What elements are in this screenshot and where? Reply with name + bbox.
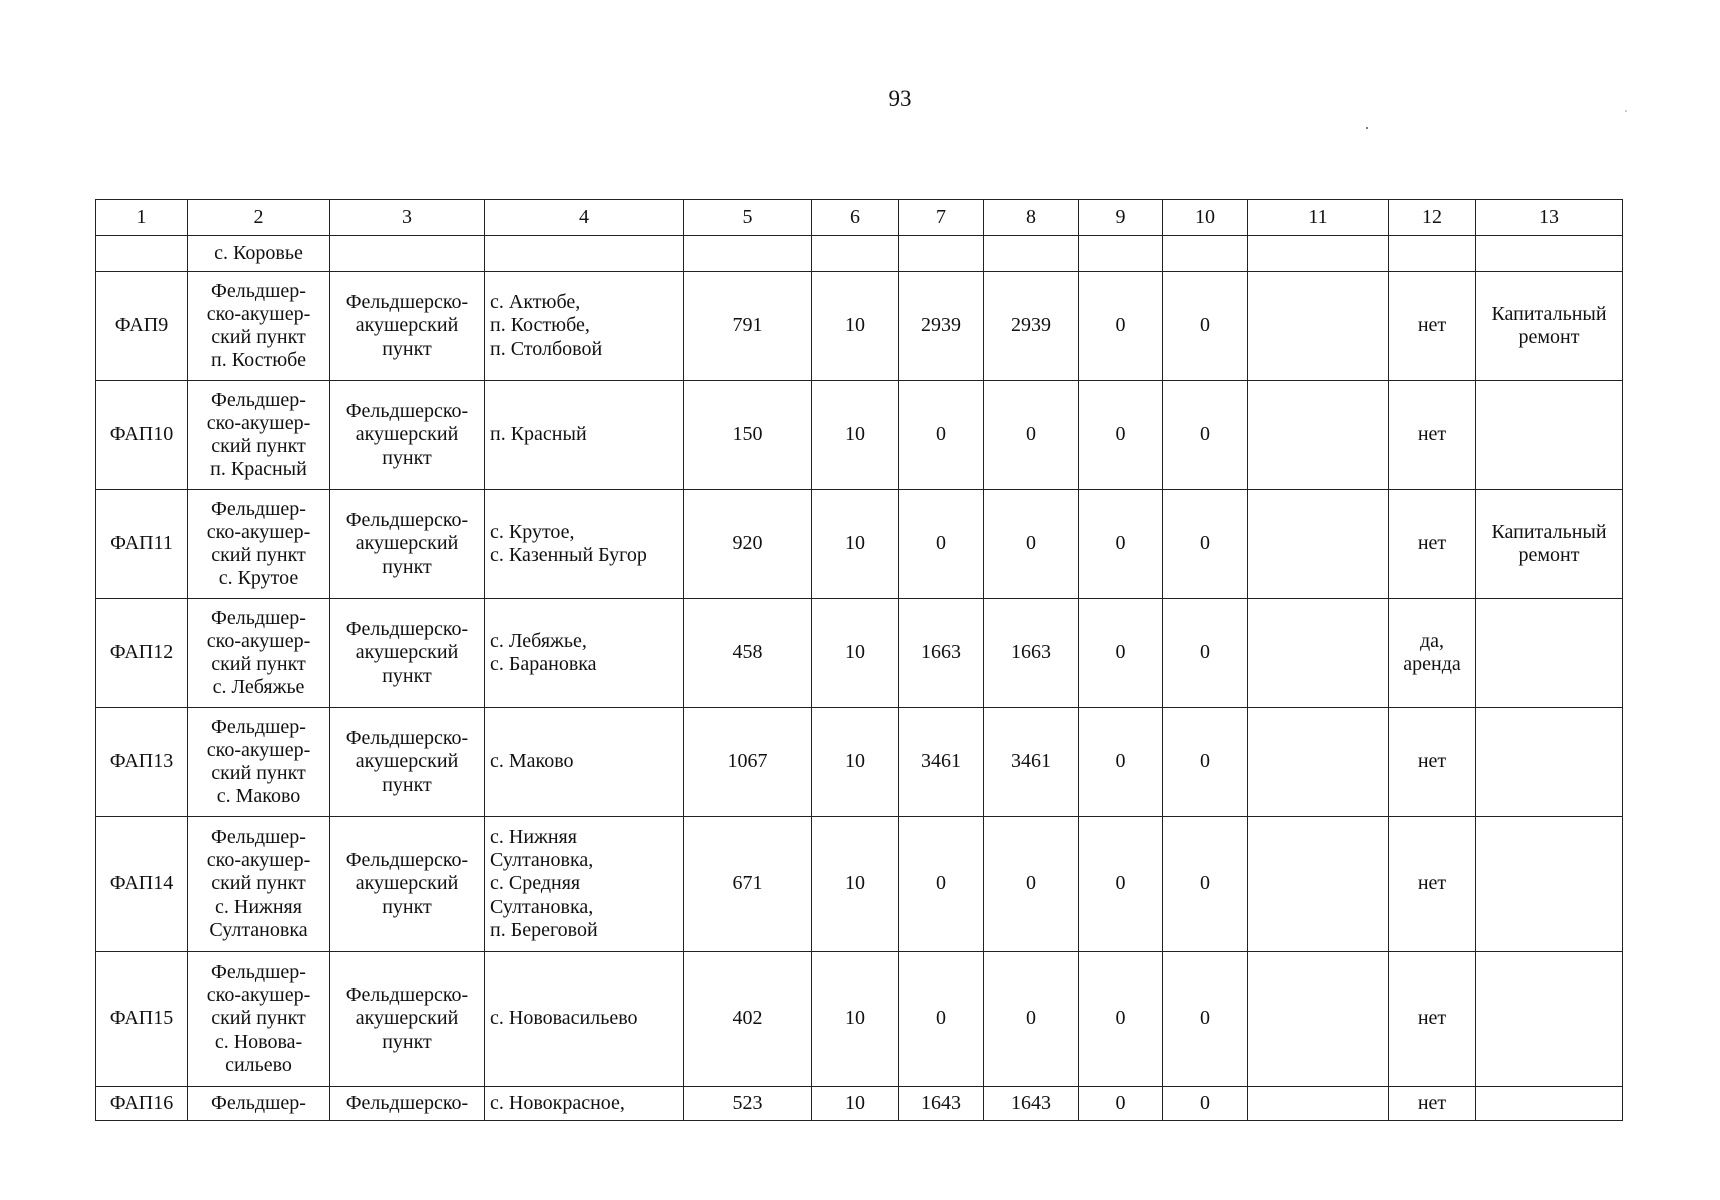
- table-row: [96, 952, 1623, 1087]
- table-cell: 0: [1163, 708, 1248, 817]
- table-row: [96, 272, 1623, 381]
- table-cell: [1163, 236, 1248, 272]
- table-cell: 10: [812, 952, 899, 1087]
- table-cell: 458: [684, 599, 812, 708]
- column-number-row: [96, 200, 1623, 236]
- table-cell: с. Маково: [485, 708, 684, 817]
- table-cell: Фельдшерско- акушерский пункт: [330, 599, 485, 708]
- table-cell: Фельдшер- ско-акушер- ский пункт п. Костюбе: [188, 272, 330, 381]
- table-cell: 0: [1079, 817, 1163, 952]
- table-cell: [1476, 236, 1623, 272]
- table-cell: да, аренда: [1389, 599, 1476, 708]
- column-number: 2: [188, 200, 330, 236]
- table-cell: Фельдшерско- акушерский пункт: [330, 490, 485, 599]
- table-cell: с. Нижняя Султановка, с. Средняя Султановка, п. Береговой: [485, 817, 684, 952]
- table-cell: нет: [1389, 1087, 1476, 1121]
- table-cell: Фельдшер-: [188, 1087, 330, 1121]
- table-cell: ФАП9: [96, 272, 188, 381]
- scan-speck: [1625, 110, 1627, 112]
- table-cell: нет: [1389, 490, 1476, 599]
- table-cell: [812, 236, 899, 272]
- table-cell: ФАП16: [96, 1087, 188, 1121]
- column-number: 13: [1476, 200, 1623, 236]
- table-cell: ФАП12: [96, 599, 188, 708]
- column-number: 9: [1079, 200, 1163, 236]
- table-cell: 10: [812, 708, 899, 817]
- table-row: [96, 599, 1623, 708]
- table-cell: 1663: [984, 599, 1079, 708]
- table-cell: 2939: [984, 272, 1079, 381]
- table-cell: [1248, 599, 1389, 708]
- table-cell: [330, 236, 485, 272]
- table-cell: 1643: [984, 1087, 1079, 1121]
- table-cell: 0: [1163, 1087, 1248, 1121]
- table-cell: 0: [1163, 599, 1248, 708]
- table-cell: с. Нововасильево: [485, 952, 684, 1087]
- table-cell: Фельдшер- ско-акушер- ский пункт с. Лебяжье: [188, 599, 330, 708]
- table-cell: [1248, 490, 1389, 599]
- table-cell: 0: [1163, 381, 1248, 490]
- table-cell: нет: [1389, 708, 1476, 817]
- column-number: 10: [1163, 200, 1248, 236]
- table-cell: 10: [812, 599, 899, 708]
- table-cell: 0: [1079, 952, 1163, 1087]
- table-cell: 0: [1079, 708, 1163, 817]
- table-cell: 10: [812, 1087, 899, 1121]
- table-cell: 3461: [899, 708, 984, 817]
- table-cell: 0: [899, 381, 984, 490]
- table-cell: Фельдшер- ско-акушер- ский пункт с. Крутое: [188, 490, 330, 599]
- table-cell: [1248, 381, 1389, 490]
- table-cell: с. Актюбе, п. Костюбе, п. Столбовой: [485, 272, 684, 381]
- table-cell: нет: [1389, 381, 1476, 490]
- table-cell: с. Крутое, с. Казенный Бугор: [485, 490, 684, 599]
- table-cell: Капитальный ремонт: [1476, 490, 1623, 599]
- table-cell: Фельдшерско- акушерский пункт: [330, 381, 485, 490]
- table-cell: Фельдшерско-: [330, 1087, 485, 1121]
- table-cell: 0: [984, 952, 1079, 1087]
- table-cell: 0: [899, 490, 984, 599]
- table-cell: Фельдшерско- акушерский пункт: [330, 952, 485, 1087]
- table-cell: 791: [684, 272, 812, 381]
- column-number: 3: [330, 200, 485, 236]
- table-cell: 1067: [684, 708, 812, 817]
- table-cell: 10: [812, 272, 899, 381]
- table-cell: нет: [1389, 817, 1476, 952]
- table-row: [96, 708, 1623, 817]
- table-cell: 0: [1163, 272, 1248, 381]
- table-cell: Фельдшерско- акушерский пункт: [330, 708, 485, 817]
- table-row: [96, 236, 1623, 272]
- table-cell: нет: [1389, 272, 1476, 381]
- table-cell: 0: [1079, 599, 1163, 708]
- table-cell: 0: [1079, 490, 1163, 599]
- table-cell: [1248, 708, 1389, 817]
- table-cell: Фельдшер- ско-акушер- ский пункт с. Маково: [188, 708, 330, 817]
- table-cell: Фельдшерско- акушерский пункт: [330, 272, 485, 381]
- table-cell: 671: [684, 817, 812, 952]
- table-cell: 0: [1163, 952, 1248, 1087]
- column-number: 4: [485, 200, 684, 236]
- table-cell: 0: [984, 817, 1079, 952]
- table-cell: [1248, 236, 1389, 272]
- table-cell: 1643: [899, 1087, 984, 1121]
- table-cell: [1248, 952, 1389, 1087]
- table-cell: [684, 236, 812, 272]
- table-cell: 0: [984, 381, 1079, 490]
- column-number: 7: [899, 200, 984, 236]
- table-cell: [96, 236, 188, 272]
- table-cell: 523: [684, 1087, 812, 1121]
- table-cell: ФАП10: [96, 381, 188, 490]
- table-cell: [1248, 1087, 1389, 1121]
- table-cell: 0: [1079, 381, 1163, 490]
- table-cell: Фельдшер- ско-акушер- ский пункт п. Красный: [188, 381, 330, 490]
- table-cell: с. Лебяжье, с. Барановка: [485, 599, 684, 708]
- table-cell: [1476, 381, 1623, 490]
- table-cell: [1476, 708, 1623, 817]
- table-cell: 150: [684, 381, 812, 490]
- table-row: [96, 1087, 1623, 1121]
- table-cell: 10: [812, 817, 899, 952]
- table-cell: [1476, 1087, 1623, 1121]
- column-number: 6: [812, 200, 899, 236]
- table-cell: 0: [899, 952, 984, 1087]
- table-cell: [485, 236, 684, 272]
- table-cell: [1248, 272, 1389, 381]
- table-cell: ФАП11: [96, 490, 188, 599]
- table-cell: нет: [1389, 952, 1476, 1087]
- table-cell: 0: [1163, 817, 1248, 952]
- table-cell: Фельдшерско- акушерский пункт: [330, 817, 485, 952]
- scan-speck: [1366, 127, 1368, 129]
- table-cell: 0: [1079, 272, 1163, 381]
- column-number: 8: [984, 200, 1079, 236]
- table-cell: 1663: [899, 599, 984, 708]
- table-cell: [1476, 817, 1623, 952]
- table-cell: Фельдшер- ско-акушер- ский пункт с. Нижняя Султановка: [188, 817, 330, 952]
- table-cell: 0: [1163, 490, 1248, 599]
- page-number: 93: [888, 86, 912, 111]
- table-cell: [1476, 599, 1623, 708]
- table-cell: [1248, 817, 1389, 952]
- table-cell: [899, 236, 984, 272]
- table-cell: 0: [899, 817, 984, 952]
- table-cell: 402: [684, 952, 812, 1087]
- table-row: [96, 817, 1623, 952]
- table-cell: 2939: [899, 272, 984, 381]
- table-cell: Фельдшер- ско-акушер- ский пункт с. Новова- сильево: [188, 952, 330, 1087]
- column-number: 11: [1248, 200, 1389, 236]
- table-cell: 0: [984, 490, 1079, 599]
- table-row: [96, 490, 1623, 599]
- table-cell: [1389, 236, 1476, 272]
- table-cell: 0: [1079, 1087, 1163, 1121]
- table-cell: с. Коровье: [188, 236, 330, 272]
- table-cell: ФАП15: [96, 952, 188, 1087]
- table-row: [96, 381, 1623, 490]
- table-cell: ФАП13: [96, 708, 188, 817]
- table-cell: Капитальный ремонт: [1476, 272, 1623, 381]
- table-cell: [984, 236, 1079, 272]
- column-number: 12: [1389, 200, 1476, 236]
- table-cell: [1476, 952, 1623, 1087]
- table-cell: с. Новокрасное,: [485, 1087, 684, 1121]
- facilities-table: [95, 199, 1623, 1121]
- column-number: 5: [684, 200, 812, 236]
- table-cell: ФАП14: [96, 817, 188, 952]
- table-cell: 10: [812, 381, 899, 490]
- table-cell: 920: [684, 490, 812, 599]
- table-cell: 10: [812, 490, 899, 599]
- table-cell: 3461: [984, 708, 1079, 817]
- column-number: 1: [96, 200, 188, 236]
- table-cell: [1079, 236, 1163, 272]
- table-cell: п. Красный: [485, 381, 684, 490]
